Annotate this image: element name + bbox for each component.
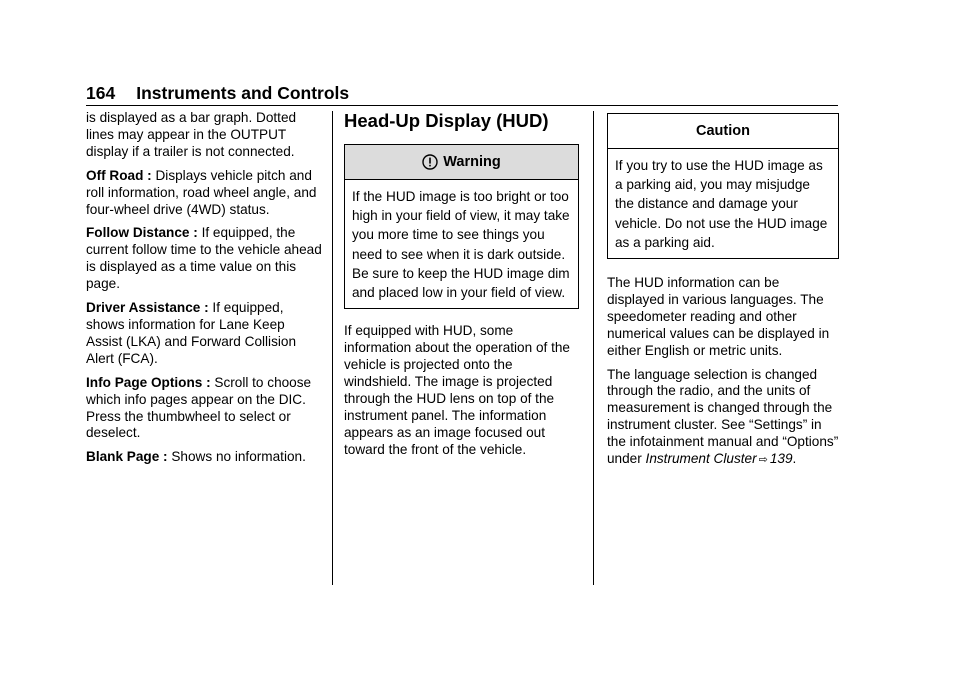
- intro-paragraph: is displayed as a bar graph. Dotted lines may appear in the OUTPUT display if a trailer is not connected.: [86, 110, 297, 159]
- sentence-end: .: [792, 451, 797, 467]
- settings-paragraph: [607, 367, 839, 469]
- page-header: [86, 83, 349, 103]
- header-divider: [86, 105, 838, 106]
- page-ref-arrow-icon: ⇨: [758, 454, 768, 467]
- item-desc: If equipped, the current follow time to the vehicle ahead is displayed as a time value on this page.: [86, 225, 322, 292]
- column-divider-2: [593, 111, 594, 585]
- item-follow-distance: [86, 225, 322, 293]
- hud-section-title: Head-Up Display (HUD): [344, 110, 549, 131]
- caution-text: If you try to use the HUD image as a parking aid, you may misjudge the distance and damage your vehicle. Do not use the HUD image as a parking aid.: [615, 158, 828, 250]
- item-desc: Displays vehicle pitch and roll information, road wheel angle, and four-wheel drive (4WD) status.: [86, 167, 317, 217]
- item-driver-assistance: [86, 300, 322, 368]
- warning-text: If the HUD image is too bright or too high in your field of view, it may take you more time to see things you need to see when it is dark outside. Be sure to keep the HUD image dim and placed low in your field of view.: [352, 189, 570, 301]
- item-desc: Scroll to choose which info pages appear on the DIC. Press the thumbwheel to select or deselect.: [86, 374, 312, 441]
- caution-box: [607, 113, 839, 259]
- item-term: Off Road :: [86, 167, 152, 183]
- item-info-page-options: [86, 375, 322, 443]
- item-term: Info Page Options :: [86, 374, 211, 390]
- warning-header: [345, 145, 578, 180]
- page-number: 164: [86, 83, 116, 103]
- item-desc: If equipped, shows information for Lane Keep Assist (LKA) and Forward Collision Alert (FCA).: [86, 300, 297, 366]
- page-reference[interactable]: 139: [769, 451, 793, 467]
- column-1: [86, 110, 322, 473]
- warning-label: Warning: [443, 153, 501, 170]
- instrument-cluster-link[interactable]: Instrument Cluster: [645, 451, 757, 467]
- item-desc: Shows no information.: [167, 449, 306, 465]
- column-2: [344, 110, 579, 465]
- languages-paragraph: The HUD information can be displayed in various languages. The speedometer reading and other numerical values can be displayed in either English or metric units.: [607, 275, 830, 358]
- column-divider-1: [332, 111, 333, 585]
- item-term: Driver Assistance :: [86, 300, 209, 316]
- caution-header: [608, 114, 838, 149]
- column-3: [607, 113, 839, 476]
- settings-text: The language selection is changed through the radio, and the units of measurement is changed through the instrument cluster. See “Settings” in the infotainment manual and “Options” under: [607, 366, 839, 467]
- caution-label: Caution: [696, 122, 750, 139]
- warning-icon: [422, 154, 438, 170]
- section-title: Instruments and Controls: [136, 83, 350, 103]
- hud-paragraph: If equipped with HUD, some information about the operation of the vehicle is projected onto the windshield. The image is projected through the HUD lens on top of the instrument panel. The information appears as an image focused out toward the front of the vehicle.: [344, 323, 570, 457]
- item-term: Follow Distance :: [86, 225, 198, 241]
- item-term: Blank Page :: [86, 449, 168, 465]
- item-blank-page: [86, 449, 322, 466]
- item-off-road: [86, 168, 322, 219]
- warning-box: [344, 144, 579, 309]
